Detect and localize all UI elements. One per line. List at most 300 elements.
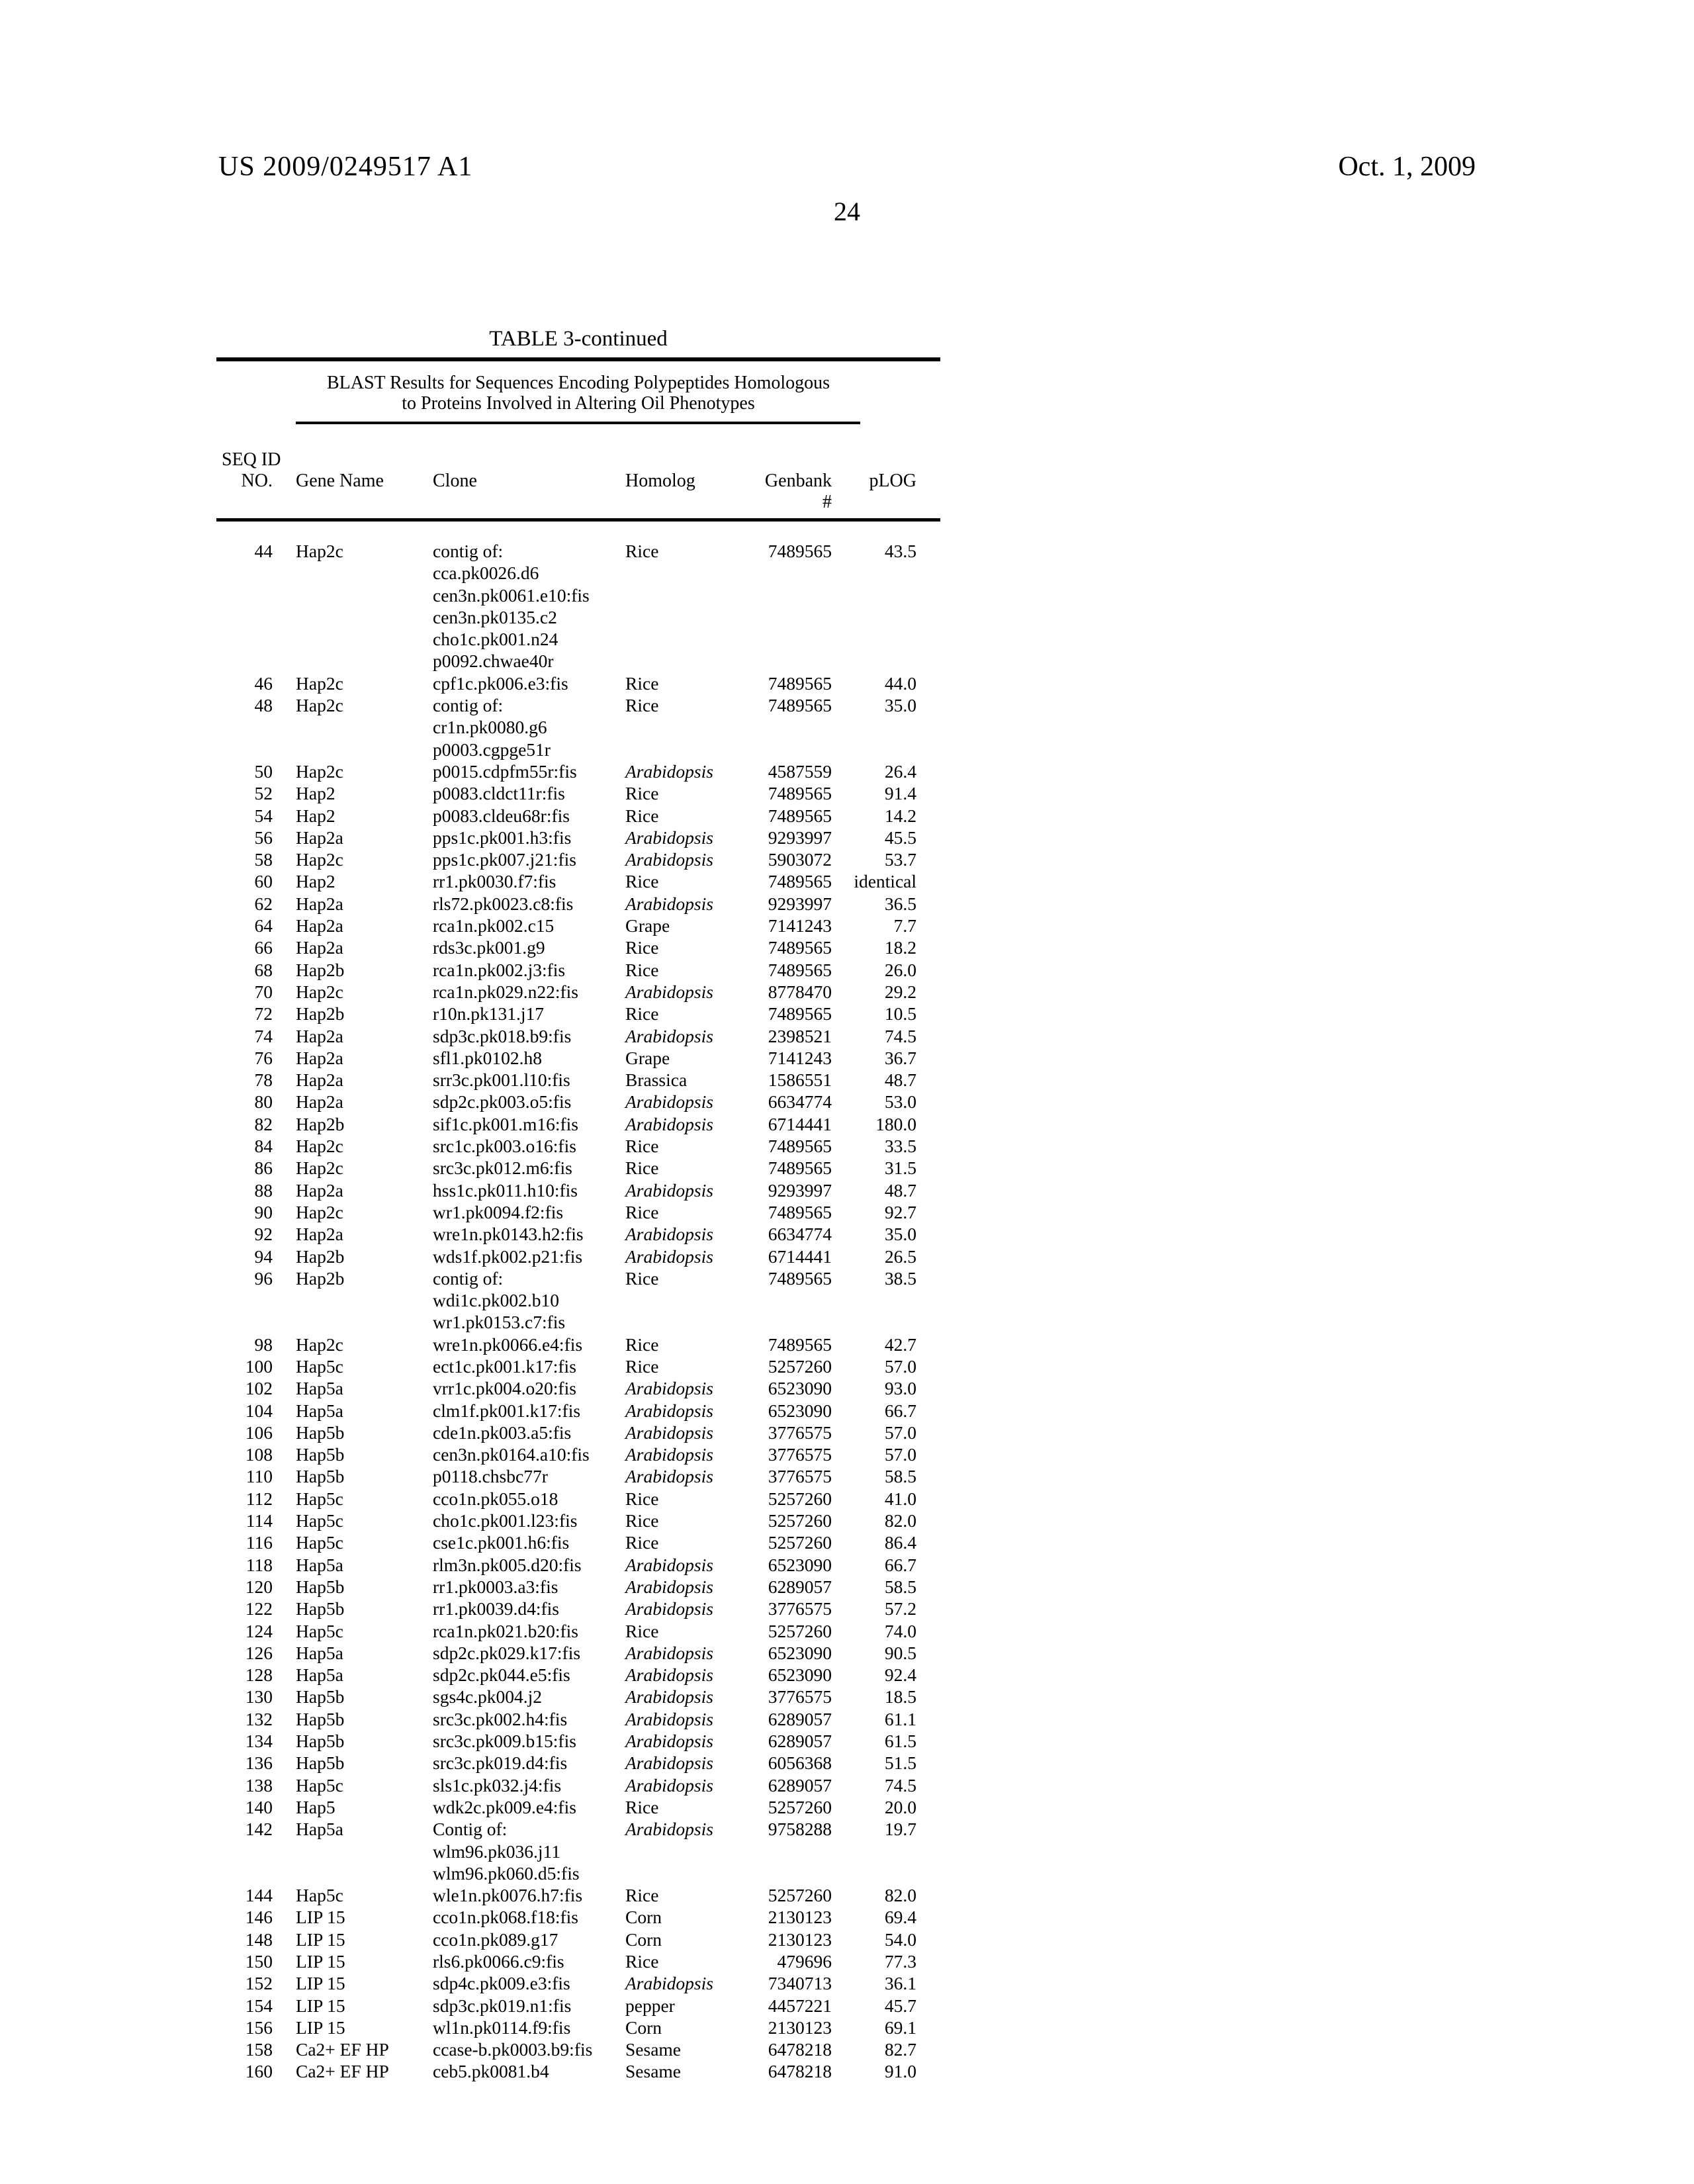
cell-seq-id: 130 [245,1686,273,1707]
cell-seq-id: 122 [245,1598,273,1619]
cell-gene-name: Hap5b [296,1708,345,1729]
cell-gene-name: Hap2c [296,1136,343,1157]
cell-homolog: Rice [625,1532,659,1553]
cell-genbank-number: 7489565 [768,1158,832,1179]
cell-homolog: Grape [625,1047,670,1068]
clone-line: sls1c.pk032.j4:fis [433,1774,562,1796]
cell-genbank-number: 5257260 [768,1488,832,1509]
table-row [216,1664,940,1686]
cell-gene-name: Hap2c [296,1158,343,1179]
cell-clone [433,760,625,782]
cell-homolog: Rice [625,1334,659,1355]
table-row [216,1620,940,1642]
clone-line: cpf1c.pk006.e3:fis [433,672,568,694]
cell-seq-id: 48 [254,695,273,716]
cell-plog: 57.0 [884,1444,916,1465]
cell-plog: 82.0 [884,1510,916,1531]
clone-line: ccase-b.pk0003.b9:fis [433,2039,593,2060]
clone-line: sif1c.pk001.m16:fis [433,1113,578,1134]
clone-line: src3c.pk019.d4:fis [433,1752,568,1774]
clone-line: sdp3c.pk019.n1:fis [433,1995,572,2016]
cell-gene-name: Hap5a [296,1664,343,1686]
cell-gene-name: Hap2b [296,1267,345,1289]
cell-homolog: Rice [625,1267,659,1289]
cell-seq-id: 148 [245,1929,273,1950]
table-row [216,893,940,915]
cell-clone [433,1554,625,1576]
cell-genbank-number: 2130123 [768,1929,832,1950]
cell-gene-name: LIP 15 [296,1973,345,1994]
cell-homolog: Arabidopsis [625,1642,713,1663]
cell-genbank-number: 2130123 [768,1907,832,1928]
cell-clone [433,782,625,804]
cell-genbank-number: 5257260 [768,1885,832,1906]
cell-genbank-number: 8778470 [768,981,832,1002]
cell-plog: 58.5 [884,1466,916,1487]
cell-gene-name: Hap5b [296,1444,345,1465]
table-row [216,1025,940,1047]
table-row [216,1884,940,1906]
table-header [216,449,940,522]
cell-seq-id: 44 [254,541,273,561]
page-number: 24 [834,197,860,226]
column-header-homolog: Homolog [625,471,695,491]
cell-plog: 41.0 [884,1488,916,1509]
cell-genbank-number: 6523090 [768,1378,832,1399]
cell-gene-name: LIP 15 [296,1951,345,1972]
cell-homolog: Rice [625,1796,659,1817]
cell-plog: 36.5 [884,893,916,914]
cell-seq-id: 46 [254,672,273,694]
cell-genbank-number: 3776575 [768,1598,832,1619]
cell-homolog: Arabidopsis [625,1774,713,1796]
cell-clone [433,805,625,827]
cell-homolog: Rice [625,937,659,958]
clone-line: wre1n.pk0066.e4:fis [433,1334,583,1355]
cell-gene-name: Hap5b [296,1686,345,1707]
cell-gene-name: Hap5b [296,1422,345,1443]
clone-line: p0092.chwae40r [433,651,554,672]
cell-gene-name: Hap2c [296,695,343,716]
table-row [216,1377,940,1399]
cell-seq-id: 96 [254,1267,273,1289]
cell-seq-id: 58 [254,849,273,870]
clone-line: sdp4c.pk009.e3:fis [433,1973,570,1994]
cell-gene-name: Ca2+ EF HP [296,2061,389,2082]
clone-line: cho1c.pk001.l23:fis [433,1510,578,1531]
cell-gene-name: Hap5b [296,1752,345,1774]
cell-plog: 91.4 [884,783,916,804]
cell-genbank-number: 6523090 [768,1664,832,1686]
table-row [216,1950,940,1972]
clone-line: ect1c.pk001.k17:fis [433,1355,576,1377]
cell-clone [433,1422,625,1443]
clone-line: cse1c.pk001.h6:fis [433,1532,570,1553]
cell-clone [433,1355,625,1377]
cell-genbank-number: 6523090 [768,1400,832,1421]
clone-line: cen3n.pk0061.e10:fis [433,584,590,606]
cell-gene-name: Hap2c [296,541,343,561]
cell-gene-name: Hap5b [296,1466,345,1487]
column-header-gene-name: Gene Name [296,471,384,491]
cell-genbank-number: 7489565 [768,1136,832,1157]
cell-homolog: Arabidopsis [625,1686,713,1707]
table-row [216,1355,940,1377]
clone-line: cde1n.pk003.a5:fis [433,1422,572,1443]
cell-homolog: Arabidopsis [625,1422,713,1443]
cell-genbank-number: 4457221 [768,1995,832,2016]
cell-gene-name: Hap2b [296,1246,345,1267]
cell-seq-id: 50 [254,760,273,782]
table-row [216,1069,940,1091]
cell-gene-name: Hap2c [296,981,343,1002]
cell-clone [433,1906,625,1928]
table-row [216,848,940,870]
cell-homolog: Arabidopsis [625,1731,713,1752]
cell-plog: 44.0 [884,672,916,694]
cell-genbank-number: 6478218 [768,2039,832,2060]
cell-genbank-number: 9293997 [768,827,832,848]
cell-gene-name: Hap5c [296,1510,343,1531]
cell-genbank-number: 5903072 [768,849,832,870]
table-row [216,805,940,827]
table-row [216,1091,940,1113]
cell-genbank-number: 5257260 [768,1620,832,1641]
cell-seq-id: 102 [245,1378,273,1399]
cell-homolog: Arabidopsis [625,760,713,782]
cell-clone [433,1400,625,1422]
clone-line: rls72.pk0023.c8:fis [433,893,574,914]
table-row [216,1246,940,1267]
cell-seq-id: 156 [245,2017,273,2038]
cell-homolog: Rice [625,695,659,716]
table-row [216,1752,940,1774]
clone-line: cen3n.pk0135.c2 [433,606,557,627]
cell-seq-id: 52 [254,783,273,804]
cell-plog: 57.0 [884,1355,916,1377]
cell-plog: 90.5 [884,1642,916,1663]
cell-clone [433,827,625,848]
clone-line: rca1n.pk029.n22:fis [433,981,578,1002]
table-title: TABLE 3-continued [489,327,668,351]
cell-homolog: Arabidopsis [625,1091,713,1113]
table-subtitle-line1: BLAST Results for Sequences Encoding Polypeptides Homologous [326,373,830,393]
cell-homolog: Rice [625,1158,659,1179]
clone-line: p0003.cgpge51r [433,739,551,760]
cell-genbank-number: 7489565 [768,672,832,694]
cell-plog: 7.7 [893,915,916,936]
cell-homolog: Rice [625,959,659,980]
table-row [216,870,940,892]
cell-gene-name: Hap2a [296,827,343,848]
clone-line: wdi1c.pk002.b10 [433,1290,559,1311]
cell-seq-id: 146 [245,1907,273,1928]
cell-plog: 77.3 [884,1951,916,1972]
cell-seq-id: 84 [254,1136,273,1157]
cell-gene-name: Hap2c [296,1201,343,1222]
cell-genbank-number: 7489565 [768,1201,832,1222]
cell-genbank-number: 7489565 [768,1334,832,1355]
cell-clone [433,1003,625,1024]
cell-plog: 26.5 [884,1246,916,1267]
cell-clone [433,1774,625,1796]
clone-line: cr1n.pk0080.g6 [433,717,547,738]
cell-clone [433,2017,625,2038]
clone-line: rr1.pk0030.f7:fis [433,871,557,892]
table-row [216,1443,940,1465]
clone-line: wlm96.pk036.j11 [433,1841,561,1862]
cell-homolog: Sesame [625,2039,682,2060]
cell-clone [433,936,625,958]
cell-genbank-number: 6714441 [768,1113,832,1134]
cell-genbank-number: 5257260 [768,1510,832,1531]
cell-homolog: Sesame [625,2061,682,2082]
cell-gene-name: LIP 15 [296,1929,345,1950]
table-row [216,959,940,981]
clone-line: wr1.pk0153.c7:fis [433,1312,566,1333]
table-row [216,694,940,760]
cell-genbank-number: 6478218 [768,2061,832,2082]
cell-clone [433,848,625,870]
cell-gene-name: Hap2c [296,1334,343,1355]
clone-line: wle1n.pk0076.h7:fis [433,1885,583,1906]
clone-line: cca.pk0026.d6 [433,563,539,584]
cell-clone [433,1047,625,1069]
table-row [216,672,940,694]
cell-plog: 53.7 [884,849,916,870]
cell-seq-id: 158 [245,2039,273,2060]
clone-line: clm1f.pk001.k17:fis [433,1400,581,1421]
cell-clone [433,893,625,915]
clone-line: rca1n.pk002.j3:fis [433,959,566,980]
cell-clone [433,1708,625,1730]
clone-line: cco1n.pk068.f18:fis [433,1907,578,1928]
cell-plog: 20.0 [884,1796,916,1817]
cell-seq-id: 132 [245,1708,273,1729]
cell-plog: 26.0 [884,959,916,980]
publication-date: Oct. 1, 2009 [1338,152,1476,182]
cell-clone [433,1135,625,1157]
cell-seq-id: 68 [254,959,273,980]
cell-genbank-number: 7489565 [768,1003,832,1024]
cell-homolog: Arabidopsis [625,1113,713,1134]
cell-gene-name: Hap2a [296,1224,343,1245]
clone-line: p0015.cdpfm55r:fis [433,760,577,782]
clone-line: cco1n.pk055.o18 [433,1488,558,1509]
cell-gene-name: Hap2a [296,893,343,914]
cell-genbank-number: 6289057 [768,1708,832,1729]
table-row [216,1929,940,1950]
cell-clone [433,870,625,892]
clone-line: rlm3n.pk005.d20:fis [433,1554,582,1575]
cell-homolog: Rice [625,1885,659,1906]
cell-plog: 93.0 [884,1378,916,1399]
cell-seq-id: 134 [245,1731,273,1752]
clone-line: sdp2c.pk003.o5:fis [433,1091,572,1113]
cell-clone [433,1818,625,1884]
cell-clone [433,1950,625,1972]
clone-line: rca1n.pk021.b20:fis [433,1620,578,1641]
cell-seq-id: 110 [245,1466,273,1487]
cell-seq-id: 92 [254,1224,273,1245]
header-bottom-rule [216,518,940,522]
cell-gene-name: Hap5c [296,1532,343,1553]
table-row [216,2060,940,2082]
cell-plog: identical [854,871,916,892]
cell-gene-name: Hap5c [296,1355,343,1377]
cell-plog: 36.7 [884,1047,916,1068]
clone-line: ceb5.pk0081.b4 [433,2061,549,2082]
cell-genbank-number: 3776575 [768,1466,832,1487]
cell-seq-id: 124 [245,1620,273,1641]
cell-clone [433,1377,625,1399]
cell-homolog: Rice [625,541,659,561]
cell-plog: 26.4 [884,760,916,782]
table-row [216,760,940,782]
cell-seq-id: 150 [245,1951,273,1972]
cell-homolog: Arabidopsis [625,849,713,870]
clone-line: p0083.cldct11r:fis [433,783,565,804]
clone-line: wds1f.pk002.p21:fis [433,1246,583,1267]
cell-homolog: Corn [625,2017,662,2038]
cell-genbank-number: 3776575 [768,1444,832,1465]
table-row [216,1223,940,1245]
clone-line: rr1.pk0039.d4:fis [433,1598,559,1619]
patent-number: US 2009/0249517 A1 [218,152,473,182]
clone-line: sdp3c.pk018.b9:fis [433,1025,572,1046]
table-row [216,1488,940,1510]
cell-seq-id: 140 [245,1796,273,1817]
cell-plog: 35.0 [884,1224,916,1245]
cell-gene-name: Hap5c [296,1885,343,1906]
cell-gene-name: Hap2a [296,915,343,936]
table-row [216,1972,940,1994]
table-row [216,1400,940,1422]
cell-seq-id: 94 [254,1246,273,1267]
table-row [216,1708,940,1730]
cell-gene-name: Hap5b [296,1731,345,1752]
cell-seq-id: 106 [245,1422,273,1443]
cell-gene-name: Hap5a [296,1554,343,1575]
cell-plog: 180.0 [875,1113,916,1134]
cell-seq-id: 126 [245,1642,273,1663]
clone-line: pps1c.pk001.h3:fis [433,827,572,848]
table-row [216,1510,940,1531]
cell-plog: 57.2 [884,1598,916,1619]
cell-homolog: Arabidopsis [625,1444,713,1465]
cell-genbank-number: 479696 [777,1951,832,1972]
cell-genbank-number: 3776575 [768,1686,832,1707]
cell-gene-name: Ca2+ EF HP [296,2039,389,2060]
cell-gene-name: Hap2 [296,871,335,892]
table-row [216,1422,940,1443]
table-row [216,1047,940,1069]
column-header-plog: pLOG [869,471,916,491]
cell-plog: 61.1 [884,1708,916,1729]
table-subtitle-line2: to Proteins Involved in Altering Oil Phenotypes [402,393,755,414]
cell-plog: 42.7 [884,1334,916,1355]
clone-line: src3c.pk002.h4:fis [433,1708,568,1729]
table-row [216,915,940,936]
table-row [216,1906,940,1928]
cell-clone [433,694,625,760]
cell-plog: 74.5 [884,1025,916,1046]
table-row [216,2017,940,2038]
cell-clone [433,672,625,694]
cell-clone [433,1995,625,2017]
cell-gene-name: Hap2a [296,1179,343,1201]
table-body [216,540,940,2083]
cell-gene-name: Hap5b [296,1576,345,1597]
cell-genbank-number: 6056368 [768,1752,832,1774]
cell-seq-id: 56 [254,827,273,848]
cell-clone [433,981,625,1003]
cell-seq-id: 60 [254,871,273,892]
cell-clone [433,1267,625,1334]
clone-line: sdp2c.pk029.k17:fis [433,1642,581,1663]
cell-gene-name: Hap2b [296,959,345,980]
cell-gene-name: LIP 15 [296,2017,345,2038]
cell-gene-name: Hap5 [296,1796,335,1817]
cell-clone [433,1025,625,1047]
cell-seq-id: 76 [254,1047,273,1068]
cell-gene-name: Hap5a [296,1400,343,1421]
cell-seq-id: 120 [245,1576,273,1597]
clone-line: contig of: [433,541,504,561]
cell-seq-id: 86 [254,1158,273,1179]
table-row [216,1135,940,1157]
cell-homolog: Arabidopsis [625,1224,713,1245]
cell-gene-name: LIP 15 [296,1995,345,2016]
table-row [216,1818,940,1884]
table-row [216,1995,940,2017]
cell-genbank-number: 6289057 [768,1774,832,1796]
cell-plog: 18.5 [884,1686,916,1707]
clone-line: wre1n.pk0143.h2:fis [433,1224,584,1245]
clone-line: rca1n.pk002.c15 [433,915,555,936]
clone-line: cco1n.pk089.g17 [433,1929,558,1950]
cell-gene-name: Hap2a [296,1091,343,1113]
table-row [216,1003,940,1024]
cell-plog: 53.0 [884,1091,916,1113]
clone-line: sdp2c.pk044.e5:fis [433,1664,570,1686]
clone-line: p0083.cldeu68r:fis [433,805,570,826]
cell-plog: 74.5 [884,1774,916,1796]
cell-homolog: Rice [625,871,659,892]
column-header-seq-id-line2: NO. [241,471,273,491]
cell-homolog: Arabidopsis [625,1554,713,1575]
cell-genbank-number: 6634774 [768,1091,832,1113]
table-row [216,981,940,1003]
cell-plog: 74.0 [884,1620,916,1641]
cell-seq-id: 64 [254,915,273,936]
cell-gene-name: Hap2 [296,783,335,804]
cell-homolog: Arabidopsis [625,1246,713,1267]
cell-clone [433,1620,625,1642]
cell-homolog: Arabidopsis [625,1819,713,1840]
cell-seq-id: 100 [245,1355,273,1377]
cell-seq-id: 78 [254,1069,273,1091]
cell-genbank-number: 7489565 [768,695,832,716]
cell-clone [433,2060,625,2082]
cell-seq-id: 82 [254,1113,273,1134]
cell-homolog: Rice [625,1355,659,1377]
cell-genbank-number: 5257260 [768,1532,832,1553]
cell-homolog: Rice [625,1620,659,1641]
table-row [216,1113,940,1135]
cell-genbank-number: 7489565 [768,541,832,561]
cell-seq-id: 152 [245,1973,273,1994]
